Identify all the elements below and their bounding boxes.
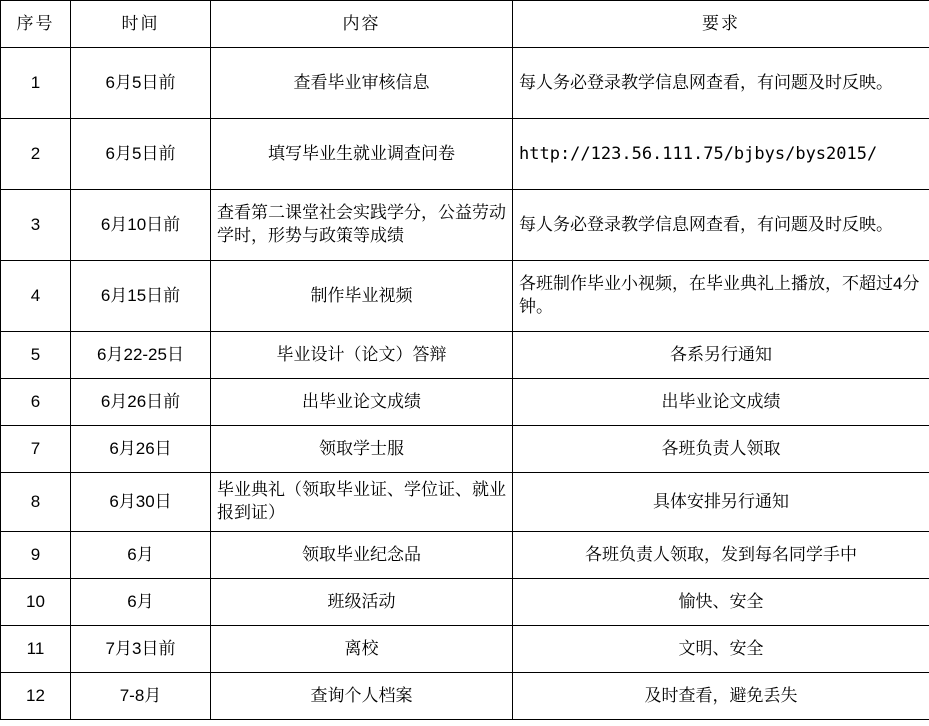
- cell-requirement: 各班负责人领取，发到每名同学手中: [513, 532, 929, 579]
- table-row: [1, 626, 929, 673]
- table-row: [1, 426, 929, 473]
- cell-requirement: 及时查看，避免丢失: [513, 673, 929, 720]
- cell-no: 5: [1, 332, 71, 379]
- cell-content: 填写毕业生就业调查问卷: [211, 119, 513, 190]
- header-row: [1, 1, 929, 48]
- cell-content: 离校: [211, 626, 513, 673]
- cell-time: 6月10日前: [71, 190, 211, 261]
- cell-requirement: 出毕业论文成绩: [513, 379, 929, 426]
- cell-content: 出毕业论文成绩: [211, 379, 513, 426]
- cell-content: 查询个人档案: [211, 673, 513, 720]
- table-row: [1, 673, 929, 720]
- table-header: [1, 1, 929, 48]
- cell-time: 6月22-25日: [71, 332, 211, 379]
- cell-no: 8: [1, 473, 71, 532]
- table-row: [1, 119, 929, 190]
- cell-content: 查看第二课堂社会实践学分，公益劳动学时，形势与政策等成绩: [211, 190, 513, 261]
- cell-requirement: 愉快、安全: [513, 579, 929, 626]
- cell-time: 6月26日: [71, 426, 211, 473]
- table-row: [1, 190, 929, 261]
- cell-no: 10: [1, 579, 71, 626]
- cell-no: 2: [1, 119, 71, 190]
- table-row: [1, 261, 929, 332]
- cell-no: 4: [1, 261, 71, 332]
- cell-requirement: 每人务必登录教学信息网查看，有问题及时反映。: [513, 190, 929, 261]
- cell-requirement: 文明、安全: [513, 626, 929, 673]
- header-cell-no: 序号: [1, 1, 71, 48]
- cell-requirement: 每人务必登录教学信息网查看，有问题及时反映。: [513, 48, 929, 119]
- cell-no: 1: [1, 48, 71, 119]
- cell-time: 6月30日: [71, 473, 211, 532]
- cell-content: 毕业设计（论文）答辩: [211, 332, 513, 379]
- cell-requirement: 具体安排另行通知: [513, 473, 929, 532]
- table-row: [1, 48, 929, 119]
- cell-no: 6: [1, 379, 71, 426]
- cell-time: 6月15日前: [71, 261, 211, 332]
- cell-requirement: http://123.56.111.75/bjbys/bys2015/: [513, 119, 929, 190]
- cell-requirement: 各班制作毕业小视频，在毕业典礼上播放，不超过4分钟。: [513, 261, 929, 332]
- cell-content: 制作毕业视频: [211, 261, 513, 332]
- table-row: [1, 379, 929, 426]
- header-cell-time: 时间: [71, 1, 211, 48]
- cell-time: 6月5日前: [71, 119, 211, 190]
- header-cell-requirement: 要求: [513, 1, 929, 48]
- cell-time: 6月: [71, 532, 211, 579]
- cell-requirement: 各系另行通知: [513, 332, 929, 379]
- cell-no: 11: [1, 626, 71, 673]
- header-cell-content: 内容: [211, 1, 513, 48]
- cell-no: 7: [1, 426, 71, 473]
- cell-content: 领取毕业纪念品: [211, 532, 513, 579]
- cell-content: 班级活动: [211, 579, 513, 626]
- cell-requirement: 各班负责人领取: [513, 426, 929, 473]
- table-row: [1, 579, 929, 626]
- cell-no: 9: [1, 532, 71, 579]
- cell-content: 毕业典礼（领取毕业证、学位证、就业报到证）: [211, 473, 513, 532]
- table-row: [1, 532, 929, 579]
- table-body: [1, 48, 929, 720]
- cell-no: 12: [1, 673, 71, 720]
- table-row: [1, 473, 929, 532]
- cell-content: 查看毕业审核信息: [211, 48, 513, 119]
- cell-time: 6月26日前: [71, 379, 211, 426]
- table-row: [1, 332, 929, 379]
- cell-no: 3: [1, 190, 71, 261]
- cell-time: 7-8月: [71, 673, 211, 720]
- cell-time: 6月5日前: [71, 48, 211, 119]
- cell-time: 6月: [71, 579, 211, 626]
- cell-time: 7月3日前: [71, 626, 211, 673]
- cell-content: 领取学士服: [211, 426, 513, 473]
